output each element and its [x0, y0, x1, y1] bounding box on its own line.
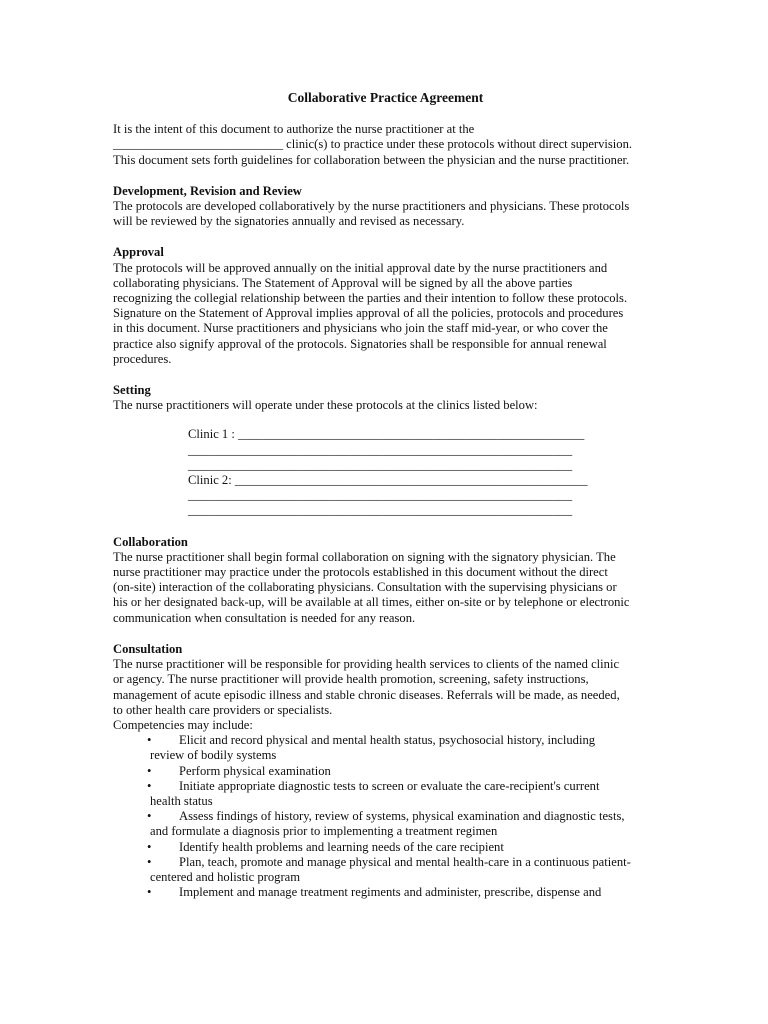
text-line: Competencies may include:	[113, 717, 253, 732]
list-item-text: Identify health problems and learning needs of the care recipient	[179, 839, 504, 854]
list-item	[113, 733, 658, 763]
list-item-text: Initiate appropriate diagnostic tests to screen or evaluate the care-recipient's current	[179, 778, 600, 793]
text-line: to other health care providers or specialists.	[113, 702, 333, 717]
list-item	[113, 855, 658, 885]
text-line: management of acute episodic illness and stable chronic diseases. Referrals will be made, as needed,	[113, 687, 620, 702]
section-heading-collaboration: Collaboration	[113, 534, 188, 549]
text-line: The nurse practitioner shall begin formal collaboration on signing with the signatory physician. The	[113, 549, 616, 564]
clinic-fill-in-lines	[188, 427, 658, 518]
competencies-list	[113, 733, 658, 900]
consultation-paragraph	[113, 657, 658, 733]
list-item-text: Perform physical examination	[179, 763, 331, 778]
list-item-text: Implement and manage treatment regiments and administer, prescribe, dispense and	[179, 885, 602, 900]
list-item	[113, 840, 658, 855]
list-item-text: Plan, teach, promote and manage physical and mental health-care in a continuous patient-	[179, 854, 631, 869]
text-line: The nurse practitioner will be responsible for providing health services to clients of the named clinic	[113, 657, 620, 672]
section-heading-setting: Setting	[113, 383, 151, 398]
bullet-icon: •	[147, 733, 152, 748]
text-line: The protocols will be approved annually on the initial approval date by the nurse practitioners and	[113, 260, 608, 275]
list-item-continuation: and formulate a diagnosis prior to implementing a treatment regimen	[150, 824, 498, 839]
bullet-icon: •	[147, 809, 152, 824]
intro-paragraph	[113, 122, 658, 168]
bullet-icon: •	[147, 885, 152, 900]
text-line: will be reviewed by the signatories annually and revised as necessary.	[113, 214, 465, 229]
list-item-text: Assess findings of history, review of systems, physical examination and diagnostic tests,	[179, 809, 625, 824]
text-line: communication when consultation is needed for any reason.	[113, 610, 416, 625]
document-title: Collaborative Practice Agreement	[287, 90, 484, 105]
clinic-1-line: Clinic 1 : _______________________________________________________	[188, 427, 585, 442]
list-item-continuation: centered and holistic program	[150, 869, 301, 884]
bullet-icon: •	[147, 839, 152, 854]
text-line: The nurse practitioners will operate under these protocols at the clinics listed below:	[113, 398, 538, 413]
collaboration-paragraph	[113, 550, 658, 626]
text-line: The protocols are developed collaboratively by the nurse practitioners and physicians. These protocols	[113, 199, 630, 214]
section-heading-development: Development, Revision and Review	[113, 183, 302, 198]
text-line: his or her designated back-up, will be available at all times, either on-site or by telephone or electronic	[113, 595, 630, 610]
text-line: collaborating physicians. The Statement of Approval will be signed by all the above parties	[113, 275, 573, 290]
bullet-icon: •	[147, 854, 152, 869]
blank-line: _____________________________________________________________	[188, 442, 573, 457]
section-heading-approval: Approval	[113, 245, 164, 260]
blank-line: _____________________________________________________________	[188, 488, 573, 503]
clinic-2-line: Clinic 2: ________________________________________________________	[188, 473, 588, 488]
list-item-continuation: health status	[150, 793, 213, 808]
text-line: procedures.	[113, 351, 172, 366]
section-heading-consultation: Consultation	[113, 641, 183, 656]
setting-paragraph	[113, 398, 658, 413]
development-paragraph	[113, 199, 658, 229]
text-line: This document sets forth guidelines for collaboration between the physician and the nurse practitioner.	[113, 152, 630, 167]
list-item-text: Elicit and record physical and mental health status, psychosocial history, including	[179, 733, 596, 748]
text-line: nurse practitioner may practice under the protocols established in this document without the direct	[113, 565, 608, 580]
list-item	[113, 779, 658, 809]
text-line: or agency. The nurse practitioner will provide health promotion, screening, safety instructions,	[113, 672, 589, 687]
text-line: Signature on the Statement of Approval implies approval of all the policies, protocols and procedures	[113, 306, 624, 321]
text-line: ___________________________ clinic(s) to practice under these protocols without direct supervision.	[113, 137, 633, 152]
blank-line: _____________________________________________________________	[188, 457, 573, 472]
list-item	[113, 764, 658, 779]
text-line: It is the intent of this document to authorize the nurse practitioner at the	[113, 122, 475, 137]
blank-line: _____________________________________________________________	[188, 503, 573, 518]
text-line: in this document. Nurse practitioners and physicians who join the staff mid-year, or who cover the	[113, 321, 608, 336]
list-item	[113, 885, 658, 900]
list-item-continuation: review of bodily systems	[150, 748, 277, 763]
text-line: recognizing the collegial relationship between the parties and their intention to follow these protocols.	[113, 291, 628, 306]
approval-paragraph	[113, 261, 658, 367]
document-body	[113, 90, 658, 900]
bullet-icon: •	[147, 763, 152, 778]
bullet-icon: •	[147, 778, 152, 793]
text-line: (on-site) interaction of the collaborating physicians. Consultation with the supervising physicians or	[113, 580, 617, 595]
text-line: practice also signify approval of the protocols. Signatories shall be responsible for annual renewal	[113, 336, 607, 351]
list-item	[113, 809, 658, 839]
